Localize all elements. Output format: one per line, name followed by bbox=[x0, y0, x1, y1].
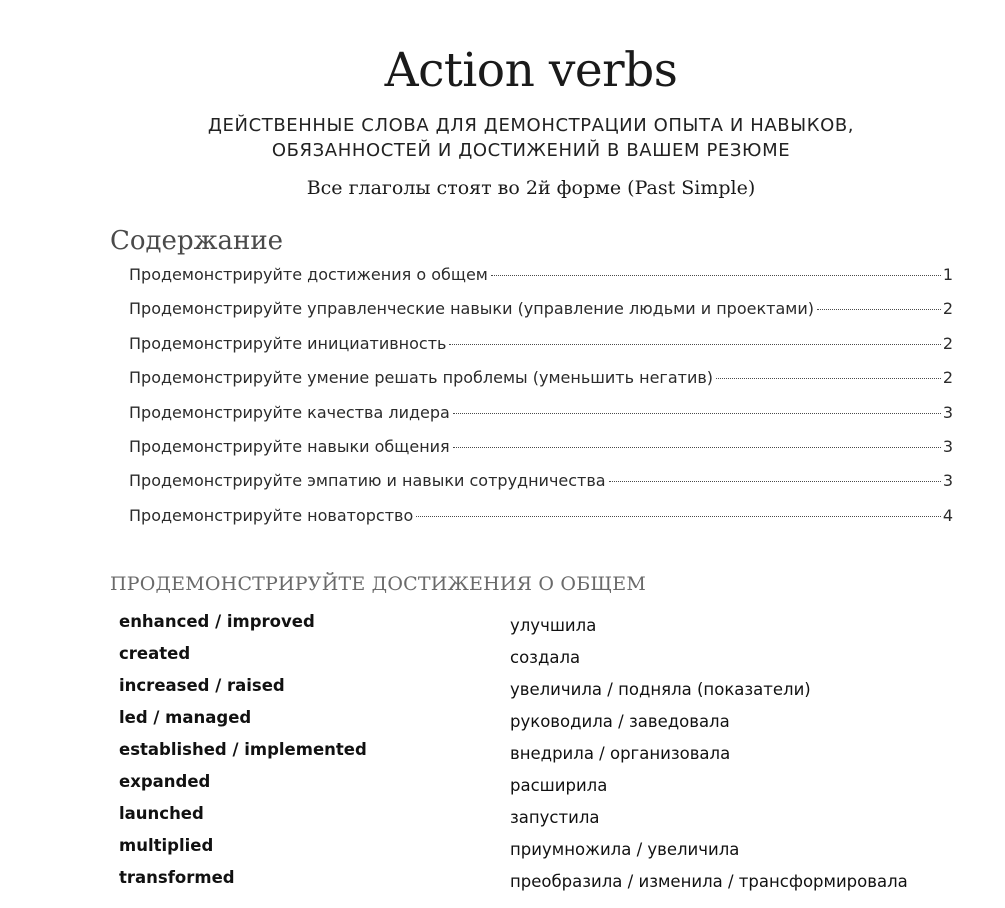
toc-entry-label: Продемонстрируйте эмпатию и навыки сотрудничества bbox=[129, 471, 606, 491]
toc-dot-leader bbox=[609, 481, 941, 482]
toc-entry-page: 2 bbox=[942, 333, 953, 353]
verb-english: launched bbox=[119, 804, 204, 823]
toc-entry-label: Продемонстрируйте достижения о общем bbox=[129, 265, 488, 284]
toc-dot-leader bbox=[817, 309, 941, 310]
table-of-contents bbox=[129, 258, 953, 533]
verb-english: multiplied bbox=[119, 836, 214, 855]
verb-english: created bbox=[119, 644, 191, 663]
verb-table bbox=[119, 610, 979, 898]
toc-entry[interactable] bbox=[129, 258, 953, 292]
verb-russian: расширила bbox=[510, 776, 608, 795]
verb-english: increased / raised bbox=[119, 676, 285, 695]
verb-row bbox=[119, 834, 979, 866]
toc-dot-leader bbox=[453, 413, 941, 414]
verb-russian: запустила bbox=[510, 808, 600, 827]
toc-dot-leader bbox=[716, 378, 941, 379]
toc-entry-label: Продемонстрируйте навыки общения bbox=[129, 436, 450, 456]
page-title: Action verbs bbox=[384, 43, 678, 98]
verb-row bbox=[119, 642, 979, 674]
page-subtitle bbox=[0, 113, 1005, 163]
toc-entry-page: 3 bbox=[942, 471, 953, 491]
toc-dot-leader bbox=[449, 344, 940, 345]
verb-russian: приумножила / увеличила bbox=[510, 840, 740, 859]
grammar-note: Все глаголы стоят во 2й форме (Past Simple) bbox=[306, 177, 756, 199]
verb-russian: увеличила / подняла (показатели) bbox=[510, 680, 811, 699]
toc-entry[interactable] bbox=[129, 361, 953, 395]
toc-entry-page: 4 bbox=[942, 505, 953, 525]
subtitle-line-1: ДЕЙСТВЕННЫЕ СЛОВА ДЛЯ ДЕМОНСТРАЦИИ ОПЫТА И НАВЫКОВ, bbox=[207, 115, 855, 136]
verb-english: led / managed bbox=[119, 708, 252, 727]
verb-russian: преобразила / изменила / трансформировала bbox=[510, 872, 908, 891]
toc-entry-label: Продемонстрируйте умение решать проблемы (уменьшить негатив) bbox=[129, 368, 714, 388]
verb-row bbox=[119, 802, 979, 834]
verb-russian: внедрила / организовала bbox=[510, 744, 731, 763]
verb-english: established / implemented bbox=[119, 740, 367, 759]
verb-russian: улучшила bbox=[510, 616, 597, 635]
toc-dot-leader bbox=[453, 447, 941, 448]
toc-entry-page: 2 bbox=[942, 368, 953, 388]
toc-entry[interactable] bbox=[129, 327, 953, 361]
toc-entry-page: 1 bbox=[942, 265, 953, 284]
verb-row bbox=[119, 610, 979, 642]
verb-row bbox=[119, 706, 979, 738]
verb-row bbox=[119, 674, 979, 706]
verb-russian: создала bbox=[510, 648, 581, 667]
verb-row bbox=[119, 866, 979, 898]
verb-english: enhanced / improved bbox=[119, 612, 315, 631]
toc-entry[interactable] bbox=[129, 464, 953, 498]
verb-row bbox=[119, 738, 979, 770]
toc-entry[interactable] bbox=[129, 292, 953, 326]
verb-row bbox=[119, 770, 979, 802]
toc-heading: Содержание bbox=[110, 226, 284, 256]
toc-entry[interactable] bbox=[129, 430, 953, 464]
toc-entry-label: Продемонстрируйте инициативность bbox=[129, 333, 447, 353]
subtitle-line-2: ОБЯЗАННОСТЕЙ И ДОСТИЖЕНИЙ В ВАШЕМ РЕЗЮМЕ bbox=[271, 140, 791, 161]
toc-entry-label: Продемонстрируйте новаторство bbox=[129, 505, 414, 525]
toc-entry-label: Продемонстрируйте управленческие навыки (управление людьми и проектами) bbox=[129, 299, 814, 319]
toc-entry-page: 3 bbox=[942, 436, 953, 456]
toc-entry-page: 2 bbox=[942, 299, 953, 319]
verb-english: transformed bbox=[119, 868, 235, 887]
toc-entry[interactable] bbox=[129, 499, 953, 533]
toc-entry-page: 3 bbox=[942, 402, 953, 422]
toc-entry[interactable] bbox=[129, 396, 953, 430]
toc-dot-leader bbox=[491, 275, 941, 276]
toc-entry-label: Продемонстрируйте качества лидера bbox=[129, 402, 450, 422]
verb-english: expanded bbox=[119, 772, 211, 791]
toc-dot-leader bbox=[416, 516, 941, 517]
section-heading: ПРОДЕМОНСТРИРУЙТЕ ДОСТИЖЕНИЯ О ОБЩЕМ bbox=[110, 573, 646, 595]
verb-russian: руководила / заведовала bbox=[510, 712, 730, 731]
